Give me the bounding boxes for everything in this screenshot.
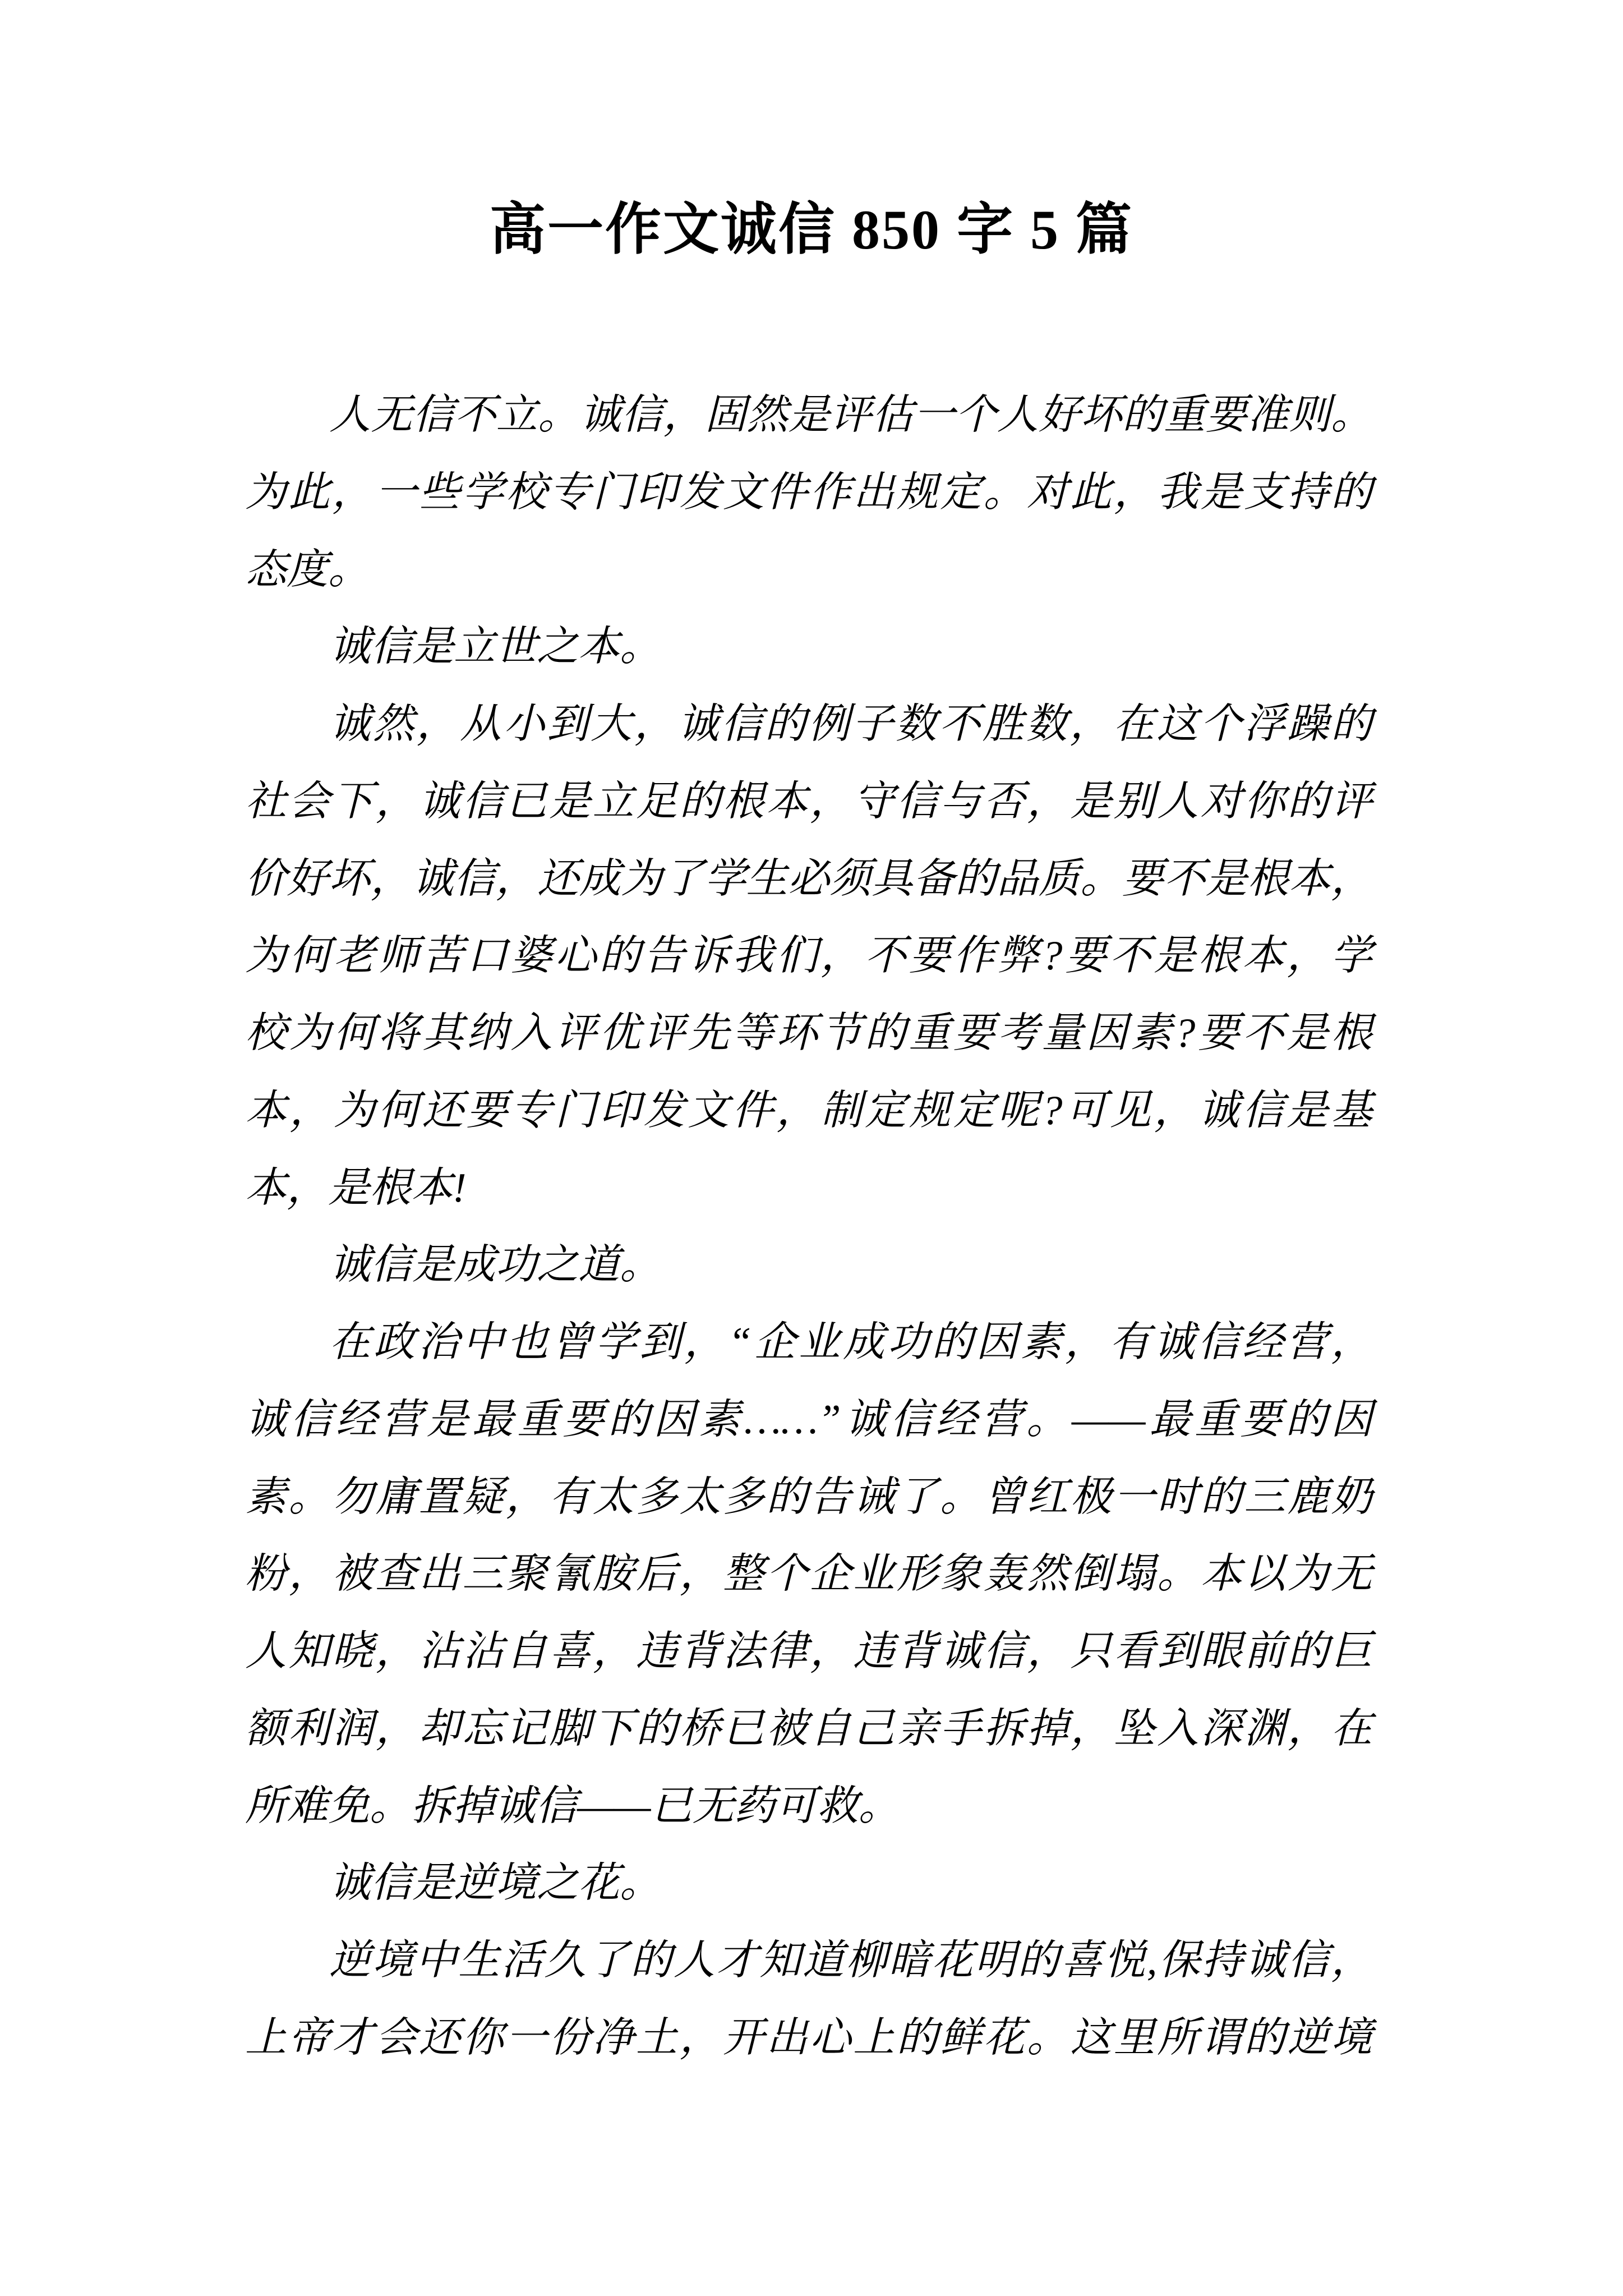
essay-line: 在政治中也曾学到，“企业成功的因素，有诚信经营，	[329, 1319, 1372, 1365]
essay-line: 本，是根本!	[245, 1165, 467, 1211]
essay-line: 社会下，诚信已是立足的根本，守信与否，是别人对你的评	[245, 778, 1372, 825]
essay-line: 上帝才会还你一份净土，开出心上的鲜花。这里所谓的逆境	[245, 2014, 1372, 2061]
essay-line: 诚然，从小到大，诚信的例子数不胜数，在这个浮躁的	[329, 701, 1372, 747]
essay-line: 粉，被查出三聚氰胺后，整个企业形象轰然倒塌。本以为无	[245, 1551, 1372, 1598]
essay-title: 高一作文诚信 850 字 5 篇	[490, 199, 1133, 261]
essay-line: 逆境中生活久了的人才知道柳暗花明的喜悦,保持诚信，	[329, 1938, 1372, 1984]
essay-line: 人无信不立。诚信，固然是评估一个人好坏的重要准则。	[329, 392, 1372, 438]
essay-line: 为此，一些学校专门印发文件作出规定。对此，我是支持的	[245, 469, 1372, 516]
essay-line: 本，为何还要专门印发文件，制定规定呢?可见，诚信是基	[245, 1087, 1372, 1134]
essay-line: 人知晓，沾沾自喜，违背法律，违背诚信，只看到眼前的巨	[245, 1628, 1372, 1674]
essay-body	[245, 377, 1372, 2077]
essay-line: 所难免。拆掉诚信——已无药可救。	[245, 1783, 900, 1829]
essay-line: 价好坏，诚信，还成为了学生必须具备的品质。要不是根本，	[245, 855, 1372, 902]
essay-line: 素。勿庸置疑，有太多太多的告诫了。曾红极一时的三鹿奶	[245, 1474, 1372, 1520]
essay-line: 额利润，却忘记脚下的桥已被自己亲手拆掉，坠入深渊，在	[245, 1705, 1372, 1752]
essay-line: 诚信是立世之本。	[329, 624, 661, 670]
essay-line: 诚信经营是最重要的因素……”诚信经营。——最重要的因	[245, 1396, 1372, 1443]
essay-line: 校为何将其纳入评优评先等环节的重要考量因素?要不是根	[245, 1010, 1372, 1056]
essay-line: 诚信是成功之道。	[329, 1242, 661, 1289]
essay-line: 诚信是逆境之花。	[329, 1860, 661, 1907]
essay-line: 为何老师苦口婆心的告诉我们，不要作弊?要不是根本，学	[245, 933, 1372, 979]
essay-line: 态度。	[245, 546, 370, 593]
